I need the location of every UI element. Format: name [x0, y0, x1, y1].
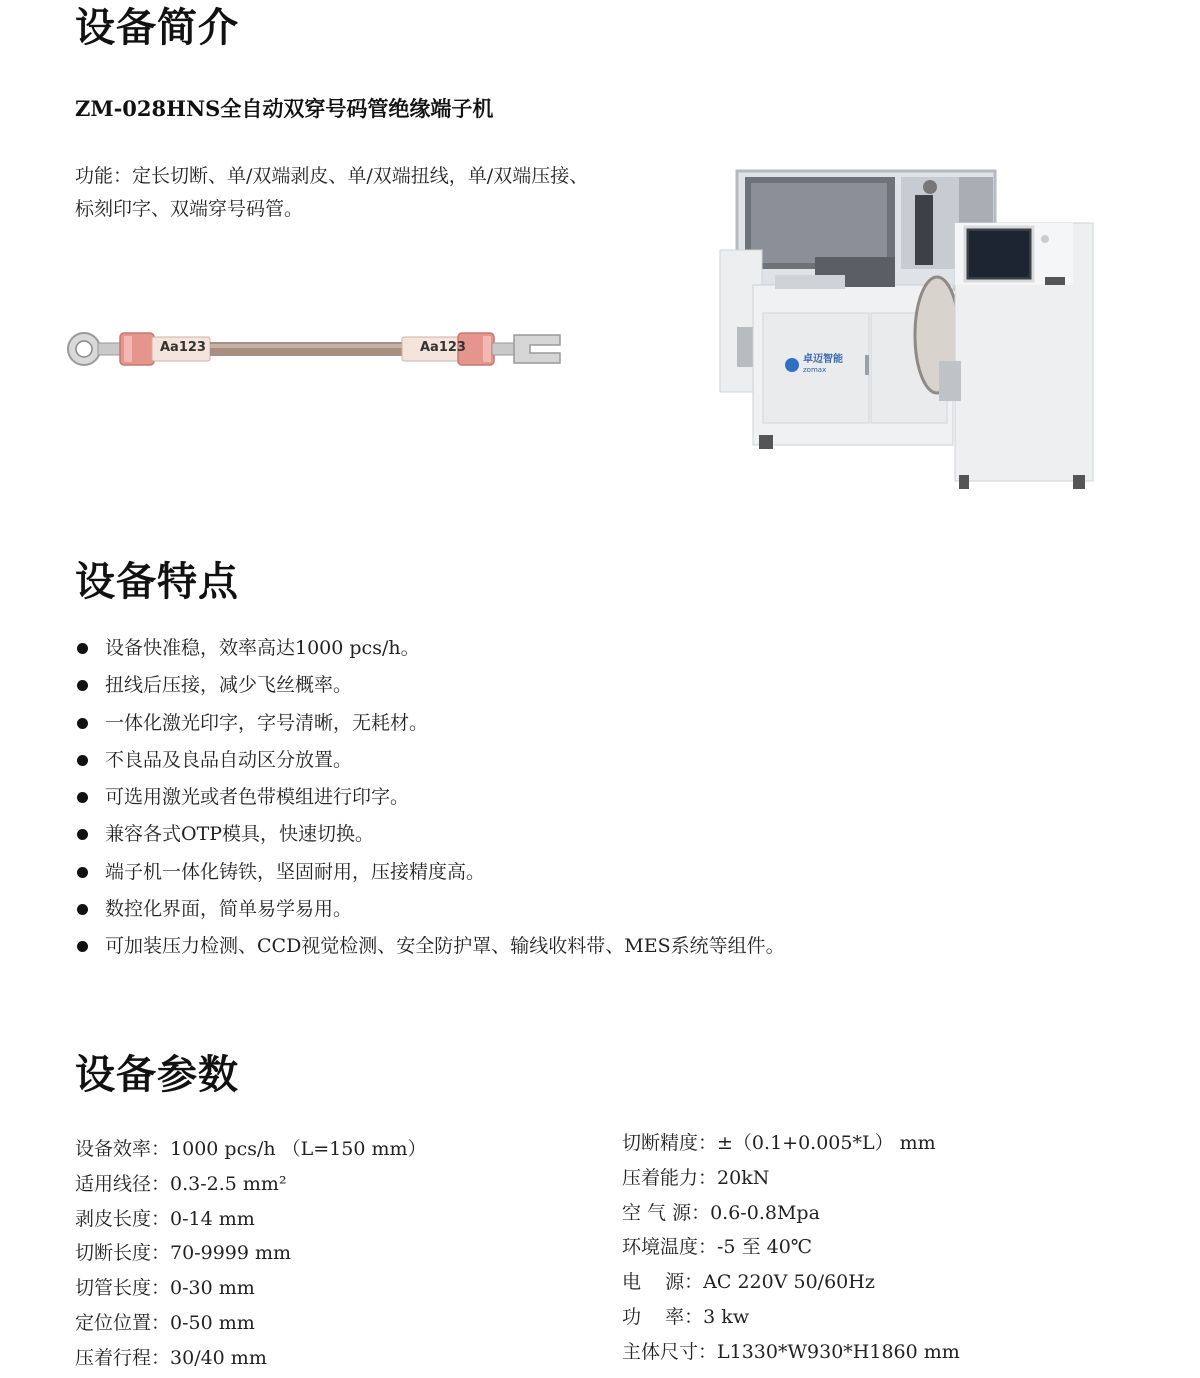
- brand-name-cn: 卓迈智能: [803, 354, 843, 365]
- param-row: 切断长度：70-9999 mm: [75, 1242, 292, 1265]
- ring-terminal-icon: [68, 333, 122, 365]
- param-row: 主体尺寸：L1330*W930*H1860 mm: [622, 1340, 960, 1363]
- param-row: 定位位置：0-50 mm: [75, 1311, 255, 1334]
- params-left-column: [75, 1132, 427, 1376]
- intro-heading: 设备简介: [75, 5, 239, 51]
- feature-item: 兼容各式OTP模具，快速切换。: [76, 816, 785, 853]
- bullet-icon: [77, 941, 88, 952]
- bullet-icon: [77, 867, 88, 878]
- bullet-icon: [77, 829, 88, 840]
- params-right-column: [622, 1126, 960, 1370]
- feature-item: 设备快准稳，效率高达1000 pcs/h。: [76, 630, 785, 667]
- fork-terminal-icon: [492, 335, 560, 363]
- bullet-icon: [77, 643, 88, 654]
- bullet-icon: [77, 904, 88, 915]
- feature-item: 数控化界面，简单易学易用。: [76, 891, 785, 928]
- cable-label-right: Aa123: [420, 340, 466, 355]
- feature-item: 一体化激光印字，字号清晰，无耗材。: [76, 705, 785, 742]
- features-heading: 设备特点: [75, 559, 239, 605]
- param-row: 切断精度：±（0.1+0.005*L） mm: [622, 1132, 936, 1154]
- param-row: 电 源：AC 220V 50/60Hz: [622, 1271, 875, 1294]
- param-row: 功 率：3 kw: [622, 1305, 750, 1328]
- feature-item: 不良品及良品自动区分放置。: [76, 742, 785, 779]
- param-row: 空 气 源：0.6-0.8Mpa: [622, 1201, 820, 1224]
- param-row: 适用线径：0.3-2.5 mm²: [75, 1172, 287, 1195]
- feature-item: 可加装压力检测、CCD视觉检测、安全防护罩、输线收料带、MES系统等组件。: [76, 928, 785, 965]
- bullet-icon: [77, 755, 88, 766]
- param-row: 剥皮长度：0-14 mm: [75, 1207, 255, 1230]
- function-description: 功能：定长切断、单/双端剥皮、单/双端扭线，单/双端压接、标刻印字、双端穿号码管。: [75, 165, 589, 220]
- bullet-icon: [77, 680, 88, 691]
- param-row: 切管长度：0-30 mm: [75, 1277, 255, 1300]
- bullet-icon: [77, 718, 88, 729]
- feature-item: 端子机一体化铸铁，坚固耐用，压接精度高。: [76, 854, 785, 891]
- param-row: 设备效率：1000 pcs/h （L=150 mm）: [75, 1138, 427, 1160]
- brand-name-en: zomax: [803, 366, 827, 374]
- cable-label-left: Aa123: [160, 340, 206, 355]
- param-row: 压着行程：30/40 mm: [75, 1346, 267, 1369]
- feature-item: 扭线后压接，减少飞丝概率。: [76, 667, 785, 704]
- bullet-icon: [77, 792, 88, 803]
- machine-photo: [715, 165, 1100, 495]
- param-row: 环境温度：-5 至 40℃: [622, 1236, 813, 1259]
- param-row: 压着能力：20kN: [622, 1166, 770, 1189]
- model-title: ZM-028HNS全自动双穿号码管绝缘端子机: [75, 96, 494, 121]
- params-heading: 设备参数: [75, 1052, 239, 1098]
- feature-list: [76, 630, 785, 966]
- cable-illustration: [62, 318, 567, 380]
- feature-item: 可选用激光或者色带模组进行印字。: [76, 779, 785, 816]
- brand-logo: [785, 355, 843, 374]
- logo-icon: [785, 358, 799, 372]
